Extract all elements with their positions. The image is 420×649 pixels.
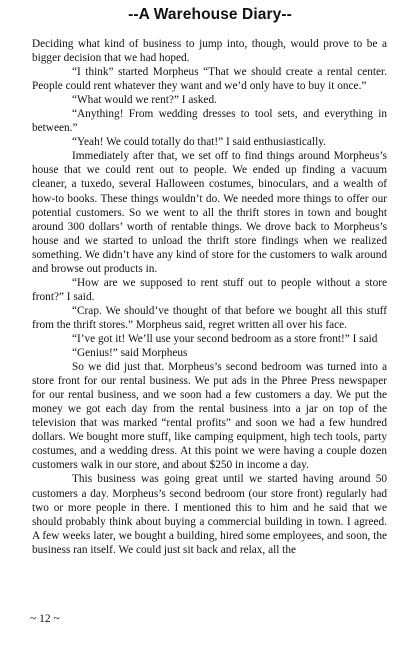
paragraph: “Anything! From wedding dresses to tool sets, and everything in between.” — [32, 108, 387, 135]
paragraph: “Yeah! We could totally do that!” I said enthusiastically. — [72, 136, 326, 149]
paragraph: “Genius!” said Morpheus — [72, 347, 188, 360]
paragraph: “What would we rent?” I asked. — [72, 94, 217, 107]
paragraph: “I’ve got it! We’ll use your second bedroom as a store front!” I said — [72, 332, 378, 345]
page-title: --A Warehouse Diary-- — [128, 6, 292, 23]
paragraph: This business was going great until we started having around 50 customers a day. Morpheus’s second bedroom (our store front) regularly had two or more people in there. I mentioned this to him and he said that we should probably think about buying a commercial building in town. I agreed. A few weeks later, we bought a building, hired some employees, and soon, the business ran itself. We could just sit back and relax, all the — [32, 473, 387, 556]
body-text — [32, 37, 387, 557]
paragraph: Immediately after that, we set off to find things around Morpheus’s house that we could rent out to people. We ended up finding a vacuum cleaner, a tuxedo, several Halloween costumes, binoculars, and a wealth of how-to books. These things wouldn’t do. We needed more things to offer our potential customers. So we went to all the thrift stores in town and bought around 300 dollars’ worth of rentable things. We drove back to Morpheus’s house and we started to unload the thrift store findings when we realized something. We didn’t have any kind of store for the customers to walk around and browse out products in. — [32, 150, 387, 275]
paragraph: “Crap. We should’ve thought of that before we bought all this stuff from the thrift stores.” Morpheus said, regret written all over his face. — [32, 304, 387, 331]
paragraph: So we did just that. Morpheus’s second bedroom was turned into a store front for our rental business. We put ads in the Phree Press newspaper for our rental business, and we soon had a few customers a day. We put the money we got each day from the rental business into a jar on top of the television that was marked “rental profits” and soon we had a few hundred dollars. We bought more stuff, like camping equipment, high tech tools, party costumes, and a wedding dress. At this point we were having a couple dozen customers walk in our store, and about $250 in income a day. — [32, 361, 387, 472]
page-number: ~ 12 ~ — [30, 613, 60, 625]
paragraph: Deciding what kind of business to jump into, though, would prove to be a bigger decision that we had hoped. — [32, 38, 387, 65]
paragraph: “How are we supposed to rent stuff out to people without a store front?” I said. — [32, 276, 387, 303]
paragraph: “I think” started Morpheus “That we should create a rental center. People could rent whatever they want and we’d only have to buy it once.” — [32, 66, 387, 93]
